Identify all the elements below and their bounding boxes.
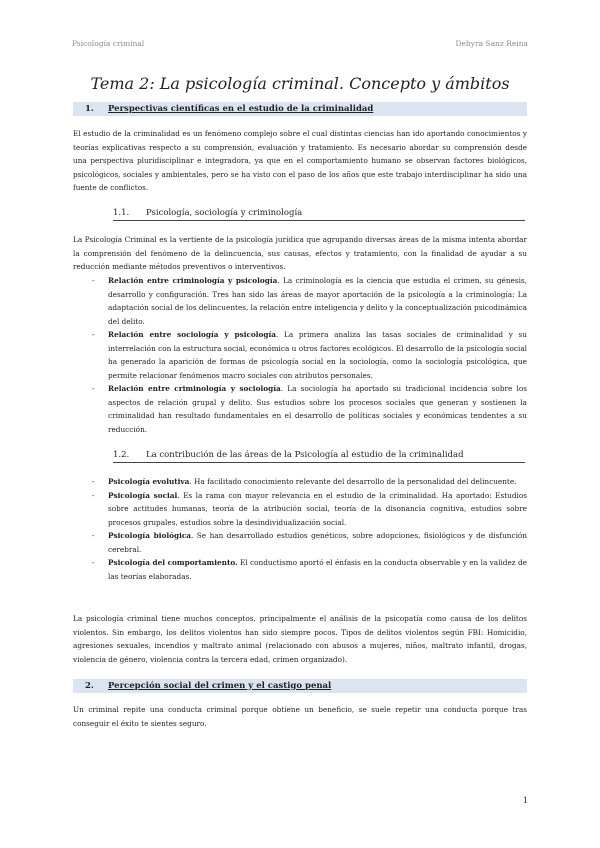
list-item: - Psicología del comportamiento. El conductismo aportó el énfasis en la conducta observable y en la validez de las teorías elaboradas. bbox=[92, 558, 527, 581]
page-number: 1 bbox=[522, 796, 528, 805]
header-right: Dehyra Sanz Reina bbox=[455, 39, 528, 48]
list-item: - Psicología evolutiva. Ha facilitado conocimiento relevante del desarrollo de la personalidad del delincuente. bbox=[92, 477, 517, 486]
section-1-title: Perspectivas científicas en el estudio de la criminalidad bbox=[108, 103, 374, 114]
subsection-1-1-heading bbox=[113, 208, 525, 221]
list-item: - Relación entre criminología y sociología. La sociología ha aportado su tradicional incidencia sobre los aspectos de relación grupal y delito. Sus estudios sobre los procesos sociales que generan y sostienen la criminalidad han resultado fundamentales en el desarrollo de políticas sociales y económicas tendentes a su reducción. bbox=[92, 384, 527, 434]
section-2-heading bbox=[73, 679, 527, 693]
list-item: - Relación entre criminología y psicología. La criminología es la ciencia que estudia el crimen, su génesis, desarrollo y configuración. Tres han sido las áreas de mayor aportación de la psicología a la criminología: La adaptación social de los delincuentes, la relación entre inteligencia y delito y la conceptualización psicodinámica del delito. bbox=[92, 276, 527, 326]
section-2-title: Percepción social del crimen y el castigo penal bbox=[108, 680, 332, 691]
paragraph-psicologia-criminal: La Psicología Criminal es la vertiente de la psicología jurídica que agrupando diversas áreas de la misma intenta abordar la comprensión del fenómeno de la delincuencia, sus causas, efectos y tratamiento, con la finalidad de ayudar a su reducción mediante métodos preventivos o interventivos. bbox=[73, 235, 527, 271]
paragraph-intro: El estudio de la criminalidad es un fenómeno complejo sobre el cual distintas ciencias han ido aportando conocimientos y teorías explicativas respecto a su comprensión, evaluación y tratamiento. Es necesario abordar su comprensión desde una perspectiva pluridisciplinar e integradora, ya que en el comportamiento humano se observan factores biológicos, psicológicos, sociales y ambientales, pero se ha visto con el paso de los años que este trabajo interdisciplinar ha sido una fuente de conflictos. bbox=[73, 129, 527, 192]
paragraph-violent-crimes: La psicología criminal tiene muchos conceptos, principalmente el análisis de la psicopatía como causa de los delitos violentos. Sin embargo, los delitos violentos han sido siempre pocos. Tipos de delitos violentos según FBI: Homicidio, agresiones sexuales, incendios y maltrato animal (relacionado con abusos a mujeres, niños, maltrato infantil, drogas, violencia de género, violencia contra la tercera edad, crimen organizado). bbox=[73, 614, 527, 664]
section-2-number: 2. bbox=[85, 680, 94, 691]
page-title: Tema 2: La psicología criminal. Concepto y ámbitos bbox=[90, 74, 510, 93]
subsection-1-2-number: 1.2. bbox=[113, 450, 130, 460]
subsection-1-1-number: 1.1. bbox=[113, 208, 130, 218]
subsection-1-2-heading bbox=[113, 450, 525, 463]
list-item: - Psicología social. Es la rama con mayor relevancia en el estudio de la criminalidad. Ha aportado: Estudios sobre actitudes humanas, teoría de la atribución social, teoría de la disonancia cognitiva, estudios sobre procesos grupales, estudios sobre la desindividualización social. bbox=[92, 490, 528, 527]
list-item: - Psicología biológica. Se han desarrollado estudios genéticos, sobre adopciones, fisiológicos y de disfunción cerebral. bbox=[92, 531, 527, 554]
subsection-1-1-title: Psicología, sociología y criminología bbox=[146, 208, 303, 218]
relations-list bbox=[92, 274, 527, 436]
subsection-1-2-title: La contribución de las áreas de la Psicología al estudio de la criminalidad bbox=[146, 450, 464, 460]
section-1-heading bbox=[73, 102, 527, 116]
section-1-number: 1. bbox=[85, 103, 94, 114]
list-item: - Relación entre sociología y psicología. La primera analiza las tasas sociales de criminalidad y su interrelación con la estructura social, económica u otros factores ecológicos. El desarrollo de la psicología social ha generado la aparición de formas de psicología social en la sociología, como la sociología psicológica, que permite relacionar fenómenos macro sociales con atributos personales. bbox=[92, 330, 527, 380]
paragraph-percepcion: Un criminal repite una conducta criminal porque obtiene un beneficio, se suele repetir una conducta porque tras conseguir el éxito te sientes seguro. bbox=[73, 705, 527, 728]
areas-list bbox=[92, 475, 527, 583]
header-left: Psicología criminal bbox=[72, 39, 145, 48]
